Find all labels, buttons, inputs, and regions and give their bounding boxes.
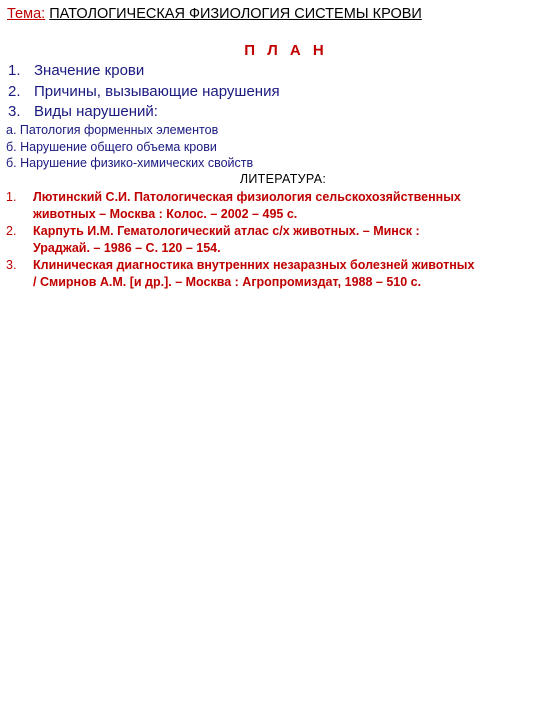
plan-item-number: 3. [8, 103, 21, 120]
plan-subitem: б. Нарушение физико-химических свойств [6, 156, 254, 170]
plan-heading: П Л А Н [244, 42, 328, 59]
plan-subitem: б. Нарушение общего объема крови [6, 139, 217, 154]
literature-item-number: 1. [6, 190, 17, 204]
literature-item [6, 189, 534, 223]
literature-item [6, 223, 534, 257]
plan-item-number: 2. [8, 82, 21, 100]
topic-title: ПАТОЛОГИЧЕСКАЯ ФИЗИОЛОГИЯ СИСТЕМЫ КРОВИ [49, 6, 422, 22]
plan-item [8, 102, 280, 123]
literature-item-line: / Смирнов А.М. [и др.]. – Москва : Агропромиздат, 1988 – 510 с. [33, 275, 422, 289]
plan-item-text: Виды нарушений: [34, 103, 158, 120]
plan-item [8, 82, 280, 103]
literature-heading: ЛИТЕРАТУРА: [239, 172, 327, 186]
literature-item-line: животных – Москва : Колос. – 2002 – 495 с. [33, 207, 298, 221]
plan-item-text: Причины, вызывающие нарушения [34, 82, 280, 100]
literature-item-line: Ураджай. – 1986 – С. 120 – 154. [33, 241, 221, 255]
literature-item-line: Лютинский С.И. Патологическая физиология сельскохозяйственных [33, 190, 461, 204]
plan-item-text: Значение крови [34, 62, 145, 79]
literature-list [6, 189, 534, 291]
literature-item-number: 2. [6, 224, 17, 238]
literature-item-line: Клиническая диагностика внутренних незаразных болезней животных [33, 258, 475, 272]
plan-subitem: а. Патология форменных элементов [6, 123, 219, 137]
topic-line [7, 5, 422, 23]
plan-item [8, 61, 280, 82]
literature-item [6, 257, 534, 291]
plan-subitems [6, 122, 253, 172]
literature-item-line: Карпуть И.М. Гематологический атлас с/х животных. – Минск : [33, 224, 420, 238]
plan-item-number: 1. [8, 62, 21, 79]
topic-label: Тема: [7, 6, 46, 22]
literature-item-number: 3. [6, 258, 17, 272]
plan-list [8, 61, 280, 123]
